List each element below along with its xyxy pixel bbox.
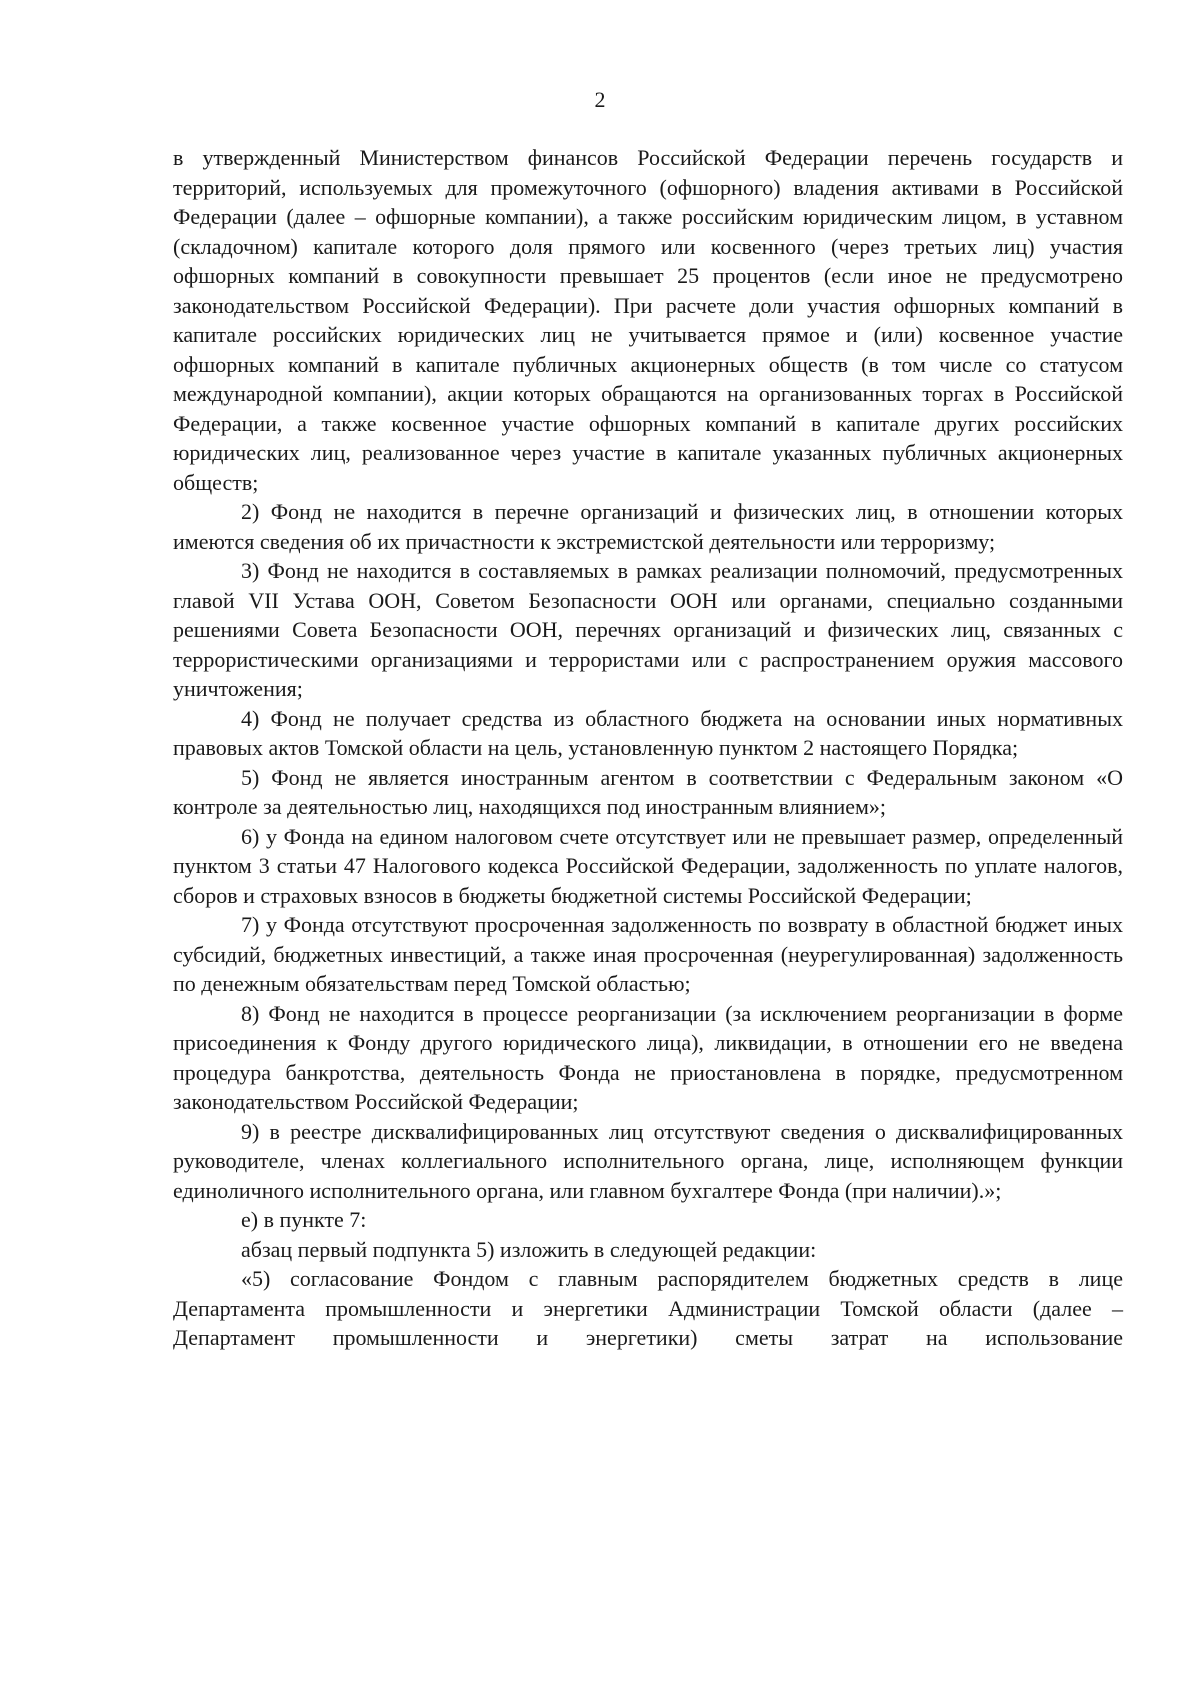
text-line: указанных публичных акционерных обществ; bbox=[173, 440, 1124, 495]
text-line: специально созданными решениями Совета Безопасности ООН, перечнях организаций bbox=[173, 587, 1124, 642]
text-line: (неурегулированная) задолженность по денежным обязательствам перед Томской bbox=[173, 941, 1124, 996]
text-line: 2) Фонд не находится в перечне организаций и физических лиц, в отношении bbox=[241, 499, 1035, 524]
text-line: о дисквалифицированных руководителе, членах коллегиального исполнительного bbox=[173, 1118, 1123, 1173]
text-line: юридических лиц не учитывается прямое и (или) косвенное участие офшорных bbox=[173, 322, 1123, 377]
text-line: системы Российской Федерации; bbox=[662, 882, 972, 908]
paragraph bbox=[173, 704, 1123, 763]
text-line: Департамента промышленности и энергетики Администрации Томской области bbox=[173, 1295, 1013, 1321]
paragraph bbox=[173, 1264, 1123, 1353]
text-line: государств и территорий, используемых для промежуточного (офшорного) владения bbox=[173, 145, 1123, 200]
text-line: в Российской Федерации, а также косвенное участие офшорных компаний в капитале bbox=[173, 381, 1123, 436]
text-line: «5) согласование Фондом с главным распорядителем бюджетных средств в лице bbox=[241, 1266, 1123, 1291]
text-line: органа, лице, исполняющем функции единоличного исполнительного органа, или bbox=[173, 1148, 1124, 1203]
text-line: главном бухгалтере Фонда (при наличии).»; bbox=[589, 1177, 1002, 1203]
text-line: 8) Фонд не находится в процессе реорганизации (за исключением bbox=[241, 1000, 887, 1026]
paragraph bbox=[173, 556, 1123, 704]
text-line: Федерации). При расчете доли участия офшорных компаний в капитале российских bbox=[173, 292, 1124, 347]
paragraph bbox=[173, 143, 1123, 497]
text-line: влиянием»; bbox=[778, 794, 887, 819]
text-line: областью; bbox=[596, 971, 691, 996]
text-line: 7) у Фонда отсутствуют просроченная задолженность по возврату в областной bbox=[241, 912, 989, 937]
paragraph bbox=[173, 763, 1123, 822]
text-line: 6) у Фонда на едином налоговом счете отсутствует или не превышает размер, bbox=[241, 823, 982, 849]
text-line: законом «О контроле за деятельностью лиц, находящихся под иностранным bbox=[173, 764, 1123, 819]
text-line: ликвидации, в отношении его не введена процедура банкротства, деятельность Фонда bbox=[173, 1030, 1123, 1085]
page-number: 2 bbox=[594, 87, 606, 112]
text-line: задолженность по уплате налогов, сборов и страховых взносов в бюджеты бюджетной bbox=[173, 853, 1124, 908]
paragraph bbox=[173, 497, 1123, 556]
paragraph bbox=[173, 1235, 1123, 1265]
text-line: 4) Фонд не получает средства из областного бюджета на основании иных bbox=[241, 705, 987, 731]
text-line: и физических лиц, связанных с террористическими организациями и террористами или bbox=[173, 617, 1124, 672]
text-line: активами в Российской Федерации (далее – офшорные компании), а также российским bbox=[173, 174, 1124, 229]
text-line: 9) в реестре дисквалифицированных лиц отсутствуют сведения bbox=[241, 1118, 865, 1144]
text-line: компаний в капитале публичных акционерных обществ (в том числе со статусом bbox=[287, 351, 1123, 377]
text-line: предусмотренных главой VII Устава ООН, Советом Безопасности ООН или органами, bbox=[173, 558, 1124, 613]
paragraph bbox=[173, 910, 1123, 999]
text-line: терроризму; bbox=[880, 528, 996, 554]
text-line: бюджет иных субсидий, бюджетных инвестиций, а также иная просроченная bbox=[173, 912, 1124, 967]
text-line: определенный пунктом 3 статьи 47 Налогового кодекса Российской Федерации, bbox=[173, 823, 1124, 878]
paragraph bbox=[173, 1117, 1123, 1206]
text-line: превышает 25 процентов (если иное не предусмотрено законодательством Российской bbox=[173, 263, 1124, 318]
text-line: реорганизации в форме присоединения к Фонду другого юридического лица), bbox=[173, 1000, 1124, 1055]
text-line: нормативных правовых актов Томской области на цель, установленную пунктом 2 bbox=[173, 705, 1123, 760]
paragraph bbox=[173, 822, 1123, 911]
text-line: с распространением оружия массового уничтожения; bbox=[173, 646, 1123, 701]
text-line: в утвержденный Министерством финансов Российской Федерации перечень bbox=[173, 145, 973, 170]
text-line: 5) Фонд не является иностранным агентом в соответствии с Федеральным bbox=[241, 764, 997, 790]
text-line: косвенного (через третьих лиц) участия офшорных компаний в совокупности bbox=[173, 233, 1124, 288]
text-line: 3) Фонд не находится в составляемых в рамках реализации полномочий, bbox=[241, 558, 947, 583]
text-line: Федерации; bbox=[468, 1089, 579, 1114]
text-line: международной компании), акции которых обращаются на организованных торгах bbox=[173, 381, 984, 406]
text-line: настоящего Порядка; bbox=[819, 735, 1019, 760]
document-body bbox=[173, 143, 1123, 1353]
text-line: абзац первый подпункта 5) изложить в следующей редакции: bbox=[241, 1236, 817, 1262]
text-line: не приостановлена в порядке, предусмотренном законодательством Российской bbox=[173, 1059, 1123, 1114]
text-line: юридическим лицом, в уставном (складочном) капитале которого доля прямого или bbox=[173, 204, 1123, 259]
text-line: которых имеются сведения об их причастности к экстремистской деятельности или bbox=[173, 499, 1124, 554]
text-line: других российских юридических лиц, реализованное через участие в капитале bbox=[173, 410, 1123, 465]
paragraph bbox=[173, 1205, 1123, 1235]
text-line: е) в пункте 7: bbox=[241, 1207, 367, 1232]
paragraph bbox=[173, 999, 1123, 1117]
text-line: (далее – Департамент промышленности и энергетики) сметы затрат на использование bbox=[173, 1295, 1123, 1350]
